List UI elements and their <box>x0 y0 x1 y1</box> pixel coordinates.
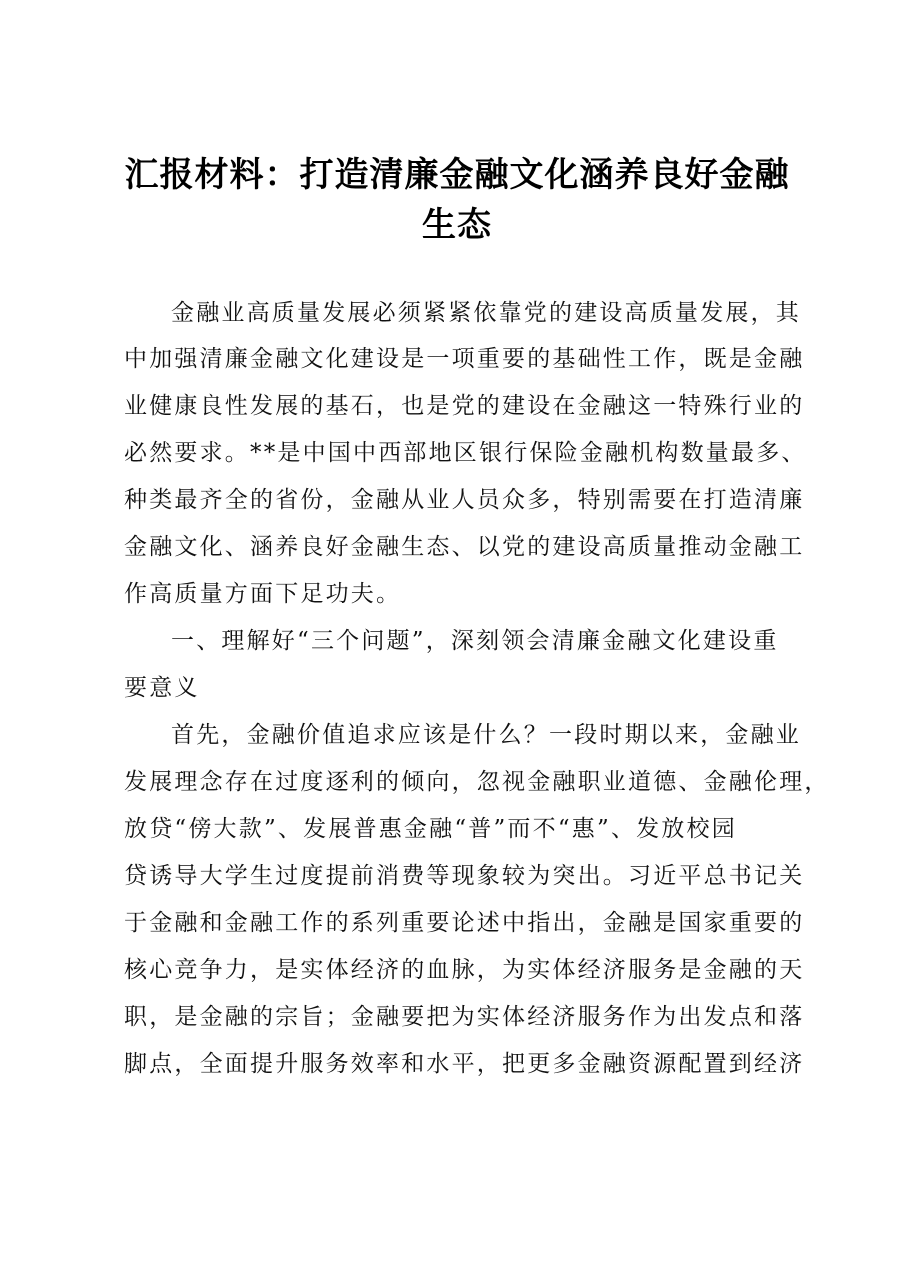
paragraph-1-line-3: 业健康良性发展的基石，也是党的建设在金融这一特殊行业的 <box>124 393 805 419</box>
paragraph-2-line-5: 于金融和金融工作的系列重要论述中指出，金融是国家重要的 <box>124 910 805 936</box>
paragraph-1-line-5: 种类最齐全的省份，金融从业人员众多，特别需要在打造清廉 <box>124 487 805 513</box>
paragraph-1-line-1: 金融业高质量发展必须紧紧依靠党的建设高质量发展，其 <box>171 300 801 326</box>
document-title: 汇报材料：打造清廉金融文化涵养良好金融生态 <box>124 155 790 245</box>
paragraph-2-line-6: 核心竞争力，是实体经济的血脉，为实体经济服务是金融的天 <box>124 957 805 983</box>
paragraph-1-line-4: 必然要求。**是中国中西部地区银行保险金融机构数量最多、 <box>124 440 807 466</box>
section-heading-1-line-1: 一、理解好“三个问题”，深刻领会清廉金融文化建设重 <box>171 628 779 654</box>
paragraph-2-line-2: 发展理念存在过度逐利的倾向，忽视金融职业道德、金融伦理， <box>124 769 830 795</box>
paragraph-1-line-6: 金融文化、涵养良好金融生态、以党的建设高质量推动金融工 <box>124 534 805 560</box>
paragraph-1-line-7: 作高质量方面下足功夫。 <box>124 581 402 607</box>
paragraph-2-line-4: 贷诱导大学生过度提前消费等现象较为突出。习近平总书记关 <box>124 863 805 889</box>
paragraph-2-line-7: 职，是金融的宗旨；金融要把为实体经济服务作为出发点和落 <box>124 1004 805 1030</box>
section-heading-1-line-2: 要意义 <box>124 675 200 701</box>
paragraph-2-line-8: 脚点，全面提升服务效率和水平，把更多金融资源配置到经济 <box>124 1051 805 1077</box>
paragraph-2-line-1: 首先，金融价值追求应该是什么？一段时期以来，金融业 <box>171 722 801 748</box>
paragraph-2-line-3: 放贷“傍大款”、发展普惠金融“普”而不“惠”、发放校园 <box>124 816 737 842</box>
paragraph-1-line-2: 中加强清廉金融文化建设是一项重要的基础性工作，既是金融 <box>124 346 805 372</box>
